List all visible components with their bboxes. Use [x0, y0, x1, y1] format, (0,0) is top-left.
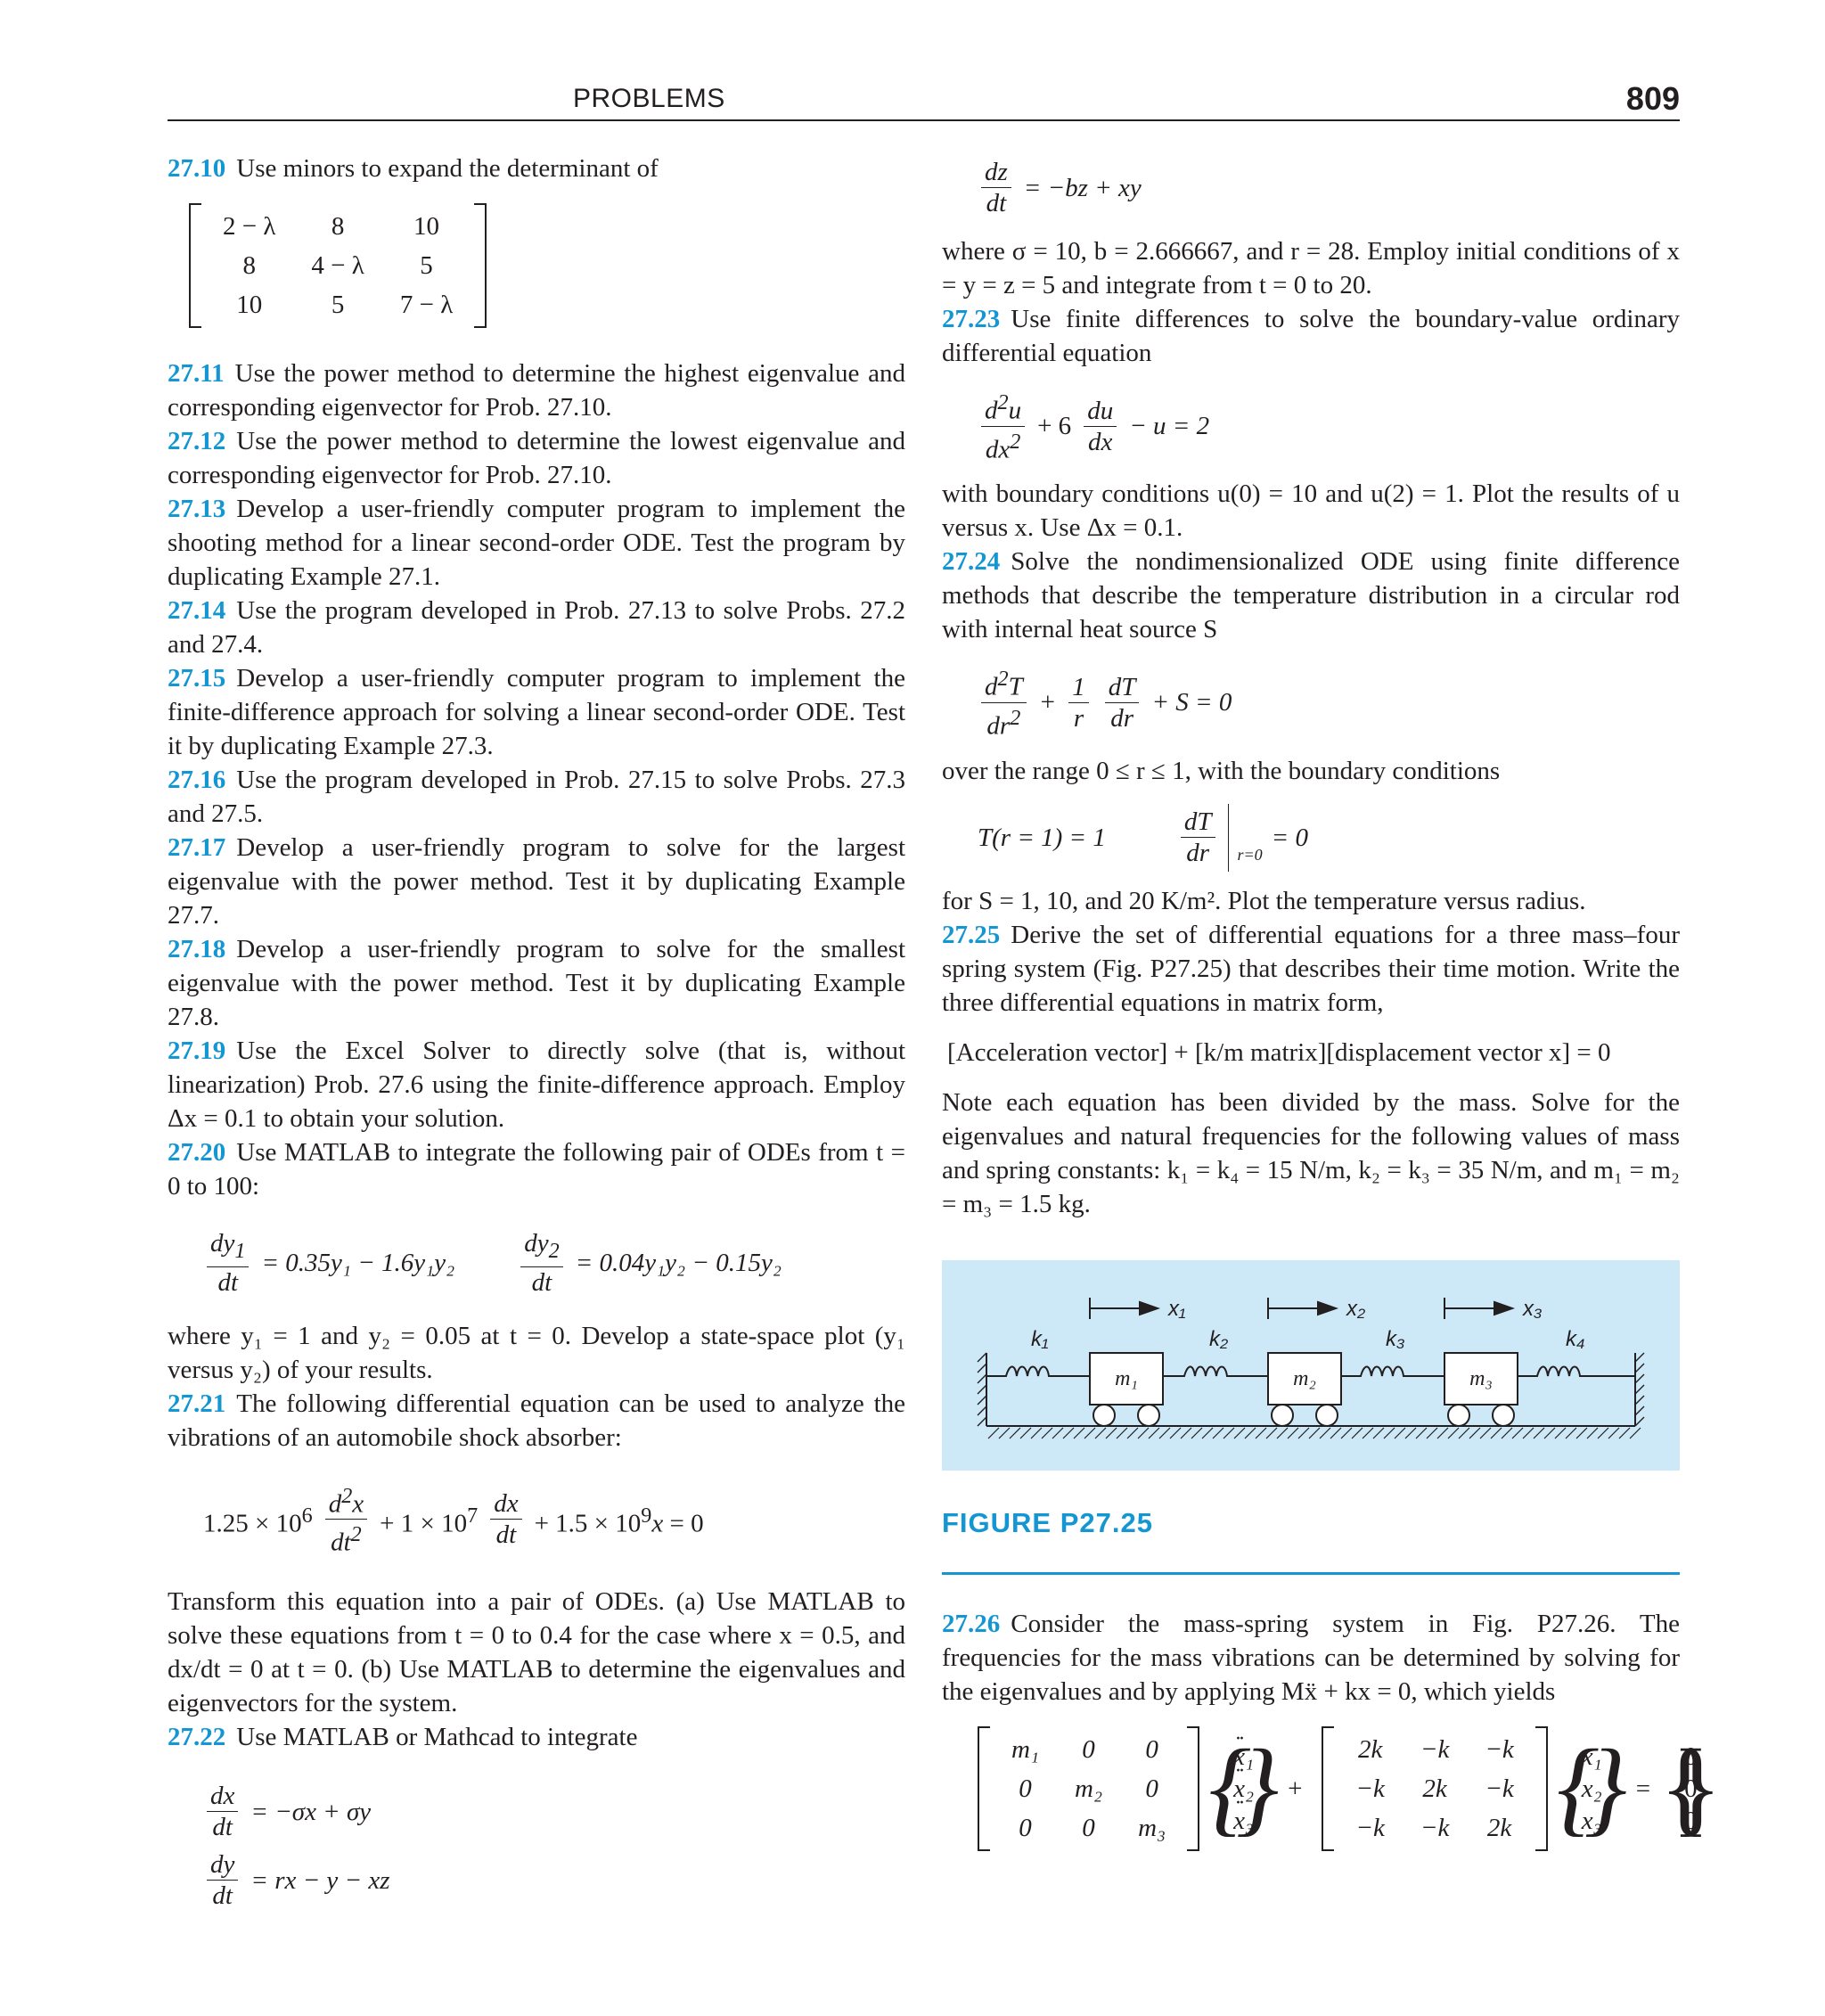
- mass-label: m₁: [1115, 1366, 1138, 1390]
- problem-text: where y₁ = 1 and y₂ = 0.05 at t = 0. Develop a state-space plot (y₁ versus y₂) of your results.: [168, 1321, 905, 1384]
- problem-number: 27.20: [168, 1138, 226, 1167]
- figure-mass-spring: [942, 1260, 1680, 1471]
- problem-text: where σ = 10, b = 2.666667, and r = 28. Employ initial conditions of x = y = z = 5 and integrate from t = 0 to 20.: [942, 237, 1680, 299]
- page-number: 809: [1625, 80, 1680, 117]
- equation-rhs: = −bz + xy: [1023, 173, 1142, 202]
- matrix-cell: 8: [242, 251, 256, 280]
- vector-entry: 0: [1684, 1774, 1698, 1803]
- problem-27-20: [168, 1135, 905, 1203]
- displacement-label: x₃: [1523, 1296, 1543, 1321]
- problem-27-21: [168, 1387, 905, 1455]
- lorenz-equation-x: $\frac{dx}{dt}$ = −σx + σy: [203, 1781, 905, 1842]
- mass-label: m₃: [1469, 1366, 1493, 1390]
- ode-pair-equation: $\frac{dy_1}{dt}$ = 0.35y₁ − 1.6y₁y₂ $\frac{dy_2}{dt}$ = 0.04y₁y₂ − 0.15y₂: [203, 1228, 905, 1298]
- problem-number: 27.18: [168, 935, 226, 963]
- problem-text: Solve the nondimensionalized ODE using finite difference methods that describe the temperature distribution in a circular rod with internal heat source S: [942, 547, 1680, 644]
- problem-text: for S = 1, 10, and 20 K/m². Plot the temperature versus radius.: [942, 886, 1586, 915]
- problem-27-10: [168, 152, 905, 185]
- spring-label: k₄: [1566, 1326, 1585, 1351]
- vector-entry: ·· x₂: [1233, 1773, 1254, 1805]
- problem-number: 27.15: [168, 664, 226, 692]
- problem-27-12: [168, 424, 905, 492]
- problem-text: Use the Excel Solver to directly solve (that is, without linearization) Prob. 27.6 using the finite-difference approach. Employ Δx = 0.1 to obtain your solution.: [168, 1037, 905, 1133]
- problem-text: Use the power method to determine the highest eigenvalue and corresponding eigenvector for Prob. 27.10.: [168, 359, 905, 422]
- matrix-cell: −k: [1485, 1774, 1514, 1803]
- matrix-cell: 0: [1145, 1774, 1158, 1803]
- lorenz-equation-z: $\frac{dz}{dt}$ = −bz + xy: [978, 157, 1680, 218]
- problem-27-11: [168, 356, 905, 424]
- problem-27-14: [168, 594, 905, 661]
- matrix-cell: 0: [1019, 1774, 1032, 1803]
- problem-number: 27.24: [942, 547, 1001, 577]
- spring-label: k₂: [1209, 1326, 1229, 1351]
- matrix-cell: 0: [1082, 1813, 1095, 1842]
- matrix-cell: 2k: [1422, 1774, 1447, 1803]
- left-column: [168, 152, 905, 1911]
- problem-text: The following differential equation can be used to analyze the vibrations of an automobile shock absorber:: [168, 1389, 905, 1452]
- problem-text: Use the power method to determine the lowest eigenvalue and corresponding eigenvector for Prob. 27.10.: [168, 427, 905, 489]
- matrix-cell: 0: [1082, 1734, 1095, 1764]
- determinant-matrix: [189, 203, 905, 337]
- equation-rhs: = −σx + σy: [250, 1797, 372, 1826]
- right-column: [942, 157, 1698, 1851]
- matrix-cell: 8: [331, 212, 345, 241]
- problem-text: Consider the mass-spring system in Fig. P27.26. The frequencies for the mass vibrations can be determined by solving for the eigenvalues and by applying Mẍ + kx = 0, which yields: [942, 1609, 1680, 1706]
- problem-27-19: [168, 1034, 905, 1135]
- problem-27-25: [942, 918, 1680, 1020]
- problem-27-15: [168, 661, 905, 763]
- matrix-cell: 2k: [1357, 1734, 1383, 1764]
- boundary-condition: T(r = 1) = 1: [978, 823, 1106, 852]
- problem-27-24: [942, 545, 1680, 646]
- problem-27-16: [168, 763, 905, 831]
- acceleration-vector: [1219, 1737, 1268, 1840]
- bvp-equation: $\frac{d^2u}{dx^2}$ + 6 $\frac{du}{dx}$ − u = 2: [978, 388, 1680, 464]
- matrix-cell: −k: [1485, 1734, 1514, 1764]
- problem-text: Develop a user-friendly program to solve for the largest eigenvalue with the power method. Test it by duplicating Example 27.7.: [168, 833, 905, 930]
- problem-number: 27.16: [168, 766, 226, 794]
- spring-label: k₃: [1386, 1326, 1405, 1351]
- matrix-cell: 4 − λ: [311, 251, 364, 280]
- problem-text: Develop a user-friendly program to solve for the smallest eigenvalue with the power method. Test it by duplicating Example 27.8.: [168, 935, 905, 1031]
- equation-rhs: = 0.04y₁y₂ − 0.15y₂: [575, 1248, 782, 1277]
- problem-27-23: [942, 302, 1680, 370]
- vector-entry: x₂: [1581, 1774, 1602, 1803]
- equation-rhs: = 0.35y₁ − 1.6y₁y₂: [261, 1248, 455, 1277]
- problem-number: 27.14: [168, 596, 226, 625]
- running-title: PROBLEMS: [573, 84, 725, 113]
- boundary-conditions: T(r = 1) = 1 $\frac{dT}{dr}$ r=0 = 0: [978, 804, 1680, 872]
- problem-text: with boundary conditions u(0) = 10 and u(2) = 1. Plot the results of u versus x. Use Δx = 0.1.: [942, 479, 1680, 543]
- problem-text: Use minors to expand the determinant of: [236, 154, 659, 183]
- problem-number: 27.10: [168, 154, 226, 183]
- figure-caption: FIGURE P27.25: [942, 1506, 1153, 1538]
- vector-entry: { x₁: [1581, 1741, 1602, 1771]
- page-header: [168, 77, 1680, 121]
- displacement-label: x₁: [1168, 1296, 1186, 1321]
- problem-number: 27.25: [942, 920, 1001, 949]
- problem-number: 27.13: [168, 495, 226, 523]
- problem-number: 27.26: [942, 1609, 1001, 1638]
- matrix-cell: −k: [1355, 1774, 1385, 1803]
- problem-27-22: [168, 1720, 905, 1754]
- equation-rhs: = rx − y − xz: [250, 1865, 390, 1895]
- matrix-cell: −k: [1355, 1813, 1385, 1842]
- matrix-cell: m₃: [1138, 1813, 1166, 1842]
- problem-27-26: [942, 1607, 1680, 1709]
- mass-spring-matrix-equation: m₁ 0 0 0 m₂ 0 0 0 m₃ ·· { x₁ ·· x₂ ·· x₃ } + 2k −k −k −k 2k −k −k −k 2k { x₁ x₂ x₃ } = { 0 0 0 }: [978, 1726, 1680, 1851]
- problem-text: Derive the set of differential equations for a three mass–four spring system (Fig. P27.25) that describes their time motion. Write the three differential equations in matrix form,: [942, 920, 1680, 1017]
- matrix-cell: m₁: [1011, 1734, 1040, 1764]
- problem-27-18: [168, 932, 905, 1034]
- shock-absorber-equation: $1.25 \times 10^6$ $\frac{d^2x}{dt^2}$ + $1 \times 10^7$ $\frac{dx}{dt}$ + $1.5 \times 10^9x = 0$: [203, 1481, 905, 1558]
- problem-number: 27.23: [942, 305, 1001, 333]
- problem-text: Use finite differences to solve the boundary-value ordinary differential equation: [942, 305, 1680, 367]
- vector-entry: 0: [1684, 1806, 1698, 1835]
- problem-text: Use MATLAB to integrate the following pair of ODEs from t = 0 to 100:: [168, 1138, 905, 1201]
- problem-number: 27.22: [168, 1723, 226, 1752]
- problem-text: Use the program developed in Prob. 27.13 to solve Probs. 27.2 and 27.4.: [168, 596, 905, 659]
- problem-27-13: [168, 492, 905, 594]
- vector-entry: { 0: [1684, 1741, 1698, 1771]
- problem-text: over the range 0 ≤ r ≤ 1, with the boundary conditions: [942, 756, 1501, 785]
- mass-label: m₂: [1293, 1366, 1316, 1390]
- spring-label: k₁: [1031, 1326, 1049, 1351]
- matrix-cell: 10: [413, 212, 440, 241]
- matrix-cell: m₂: [1075, 1774, 1103, 1803]
- problem-text: Use the program developed in Prob. 27.15 to solve Probs. 27.3 and 27.5.: [168, 766, 905, 828]
- matrix-cell: 7 − λ: [399, 291, 454, 319]
- problem-text: Develop a user-friendly computer program to implement the shooting method for a linear second-order ODE. Test the program by duplicating Example 27.1.: [168, 495, 905, 591]
- lorenz-equation-y: $\frac{dy}{dt}$ = rx − y − xz: [203, 1849, 905, 1911]
- mass-spring-diagram: [942, 1260, 1680, 1471]
- problem-number: 27.12: [168, 427, 226, 455]
- displacement-label: x₂: [1346, 1296, 1366, 1321]
- problem-number: 27.21: [168, 1389, 226, 1418]
- vector-entry: ·· { x₁: [1233, 1741, 1254, 1773]
- heat-equation: $\frac{d^2T}{dr^2}$ + $\frac{1}{r}$ $\frac{dT}{dr}$ + S = 0: [978, 664, 1680, 741]
- matrix-cell: 2 − λ: [223, 212, 276, 241]
- problem-number: 27.11: [168, 359, 225, 388]
- problem-text: Transform this equation into a pair of ODEs. (a) Use MATLAB to solve these equations from t = 0 to 0.4 for the case where x = 0.5, and dx/dt = 0 at t = 0. (b) Use MATLAB to determine the eigenvalues and eigenvectors for the system.: [168, 1587, 905, 1718]
- matrix-cell: −k: [1420, 1734, 1450, 1764]
- matrix-cell: 5: [420, 251, 433, 280]
- vector-entry: x₃: [1581, 1806, 1602, 1835]
- problem-number: 27.19: [168, 1037, 226, 1065]
- matrix-cell: 0: [1145, 1734, 1158, 1764]
- problem-27-17: [168, 831, 905, 932]
- vector-entry: ·· x₃: [1233, 1805, 1254, 1837]
- matrix-form-equation: [Acceleration vector] + [k/m matrix][displacement vector x] = 0: [947, 1037, 1611, 1067]
- problem-text: Note each equation has been divided by the mass. Solve for the eigenvalues and natural frequencies for the following values of mass and spring constants: k₁ = k₄ = 15 N/m, k₂ = k₃ = 35 N/m, and m₁ = m₂ = m₃ = 1.5 kg.: [942, 1087, 1680, 1218]
- problem-number: 27.17: [168, 833, 226, 862]
- problem-text: Use MATLAB or Mathcad to integrate: [236, 1723, 638, 1752]
- matrix-cell: 10: [236, 291, 263, 319]
- matrix-cell: 5: [331, 291, 345, 319]
- displacement-vector: [1567, 1737, 1616, 1840]
- matrix-cell: 0: [1019, 1813, 1032, 1842]
- zero-vector: [1670, 1737, 1712, 1840]
- matrix-cell: −k: [1420, 1813, 1450, 1842]
- problem-text: Develop a user-friendly computer program to implement the finite-difference approach for solving a linear second-order ODE. Test it by duplicating Example 27.3.: [168, 664, 905, 760]
- matrix-cell: 2k: [1486, 1813, 1512, 1842]
- figure-divider: [942, 1572, 1680, 1575]
